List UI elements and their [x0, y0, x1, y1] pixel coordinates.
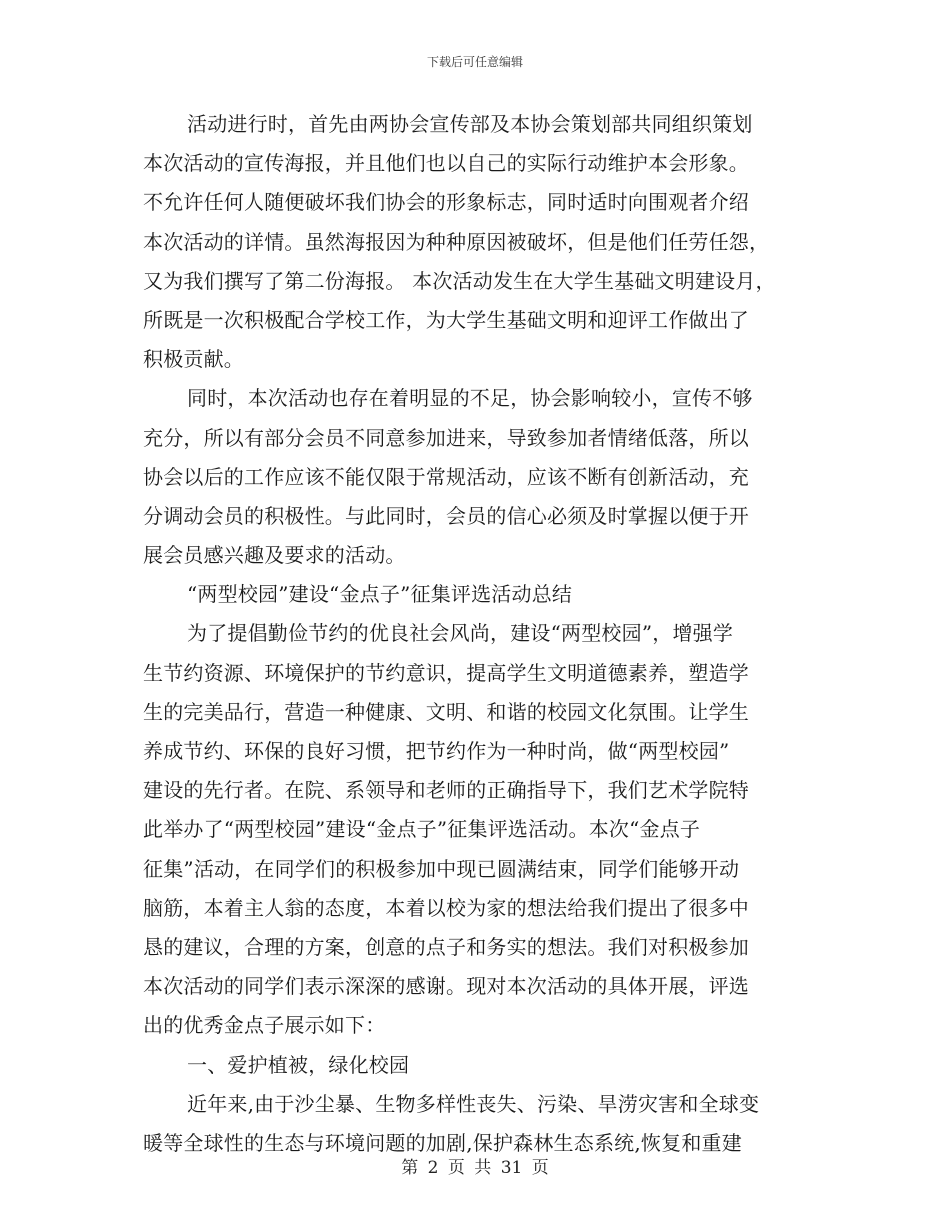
text-line: 为了提倡勤俭节约的优良社会风尚，建设“两型校园”，增强学 — [187, 621, 734, 646]
text-line: 脑筋，本着主人翁的态度，本着以校为家的想法给我们提出了很多中 — [143, 895, 749, 920]
text-line: 协会以后的工作应该不能仅限于常规活动，应该不断有创新活动，充 — [143, 464, 749, 489]
text-line: 分调动会员的积极性。与此同时，会员的信心必须及时掌握以便于开 — [143, 503, 749, 528]
text-line: 本次活动的详情。虽然海报因为种种原因被破坏，但是他们任劳任怨， — [143, 229, 770, 254]
text-line: 积极贡献。 — [143, 347, 244, 372]
text-line: 生节约资源、环境保护的节约意识，提高学生文明道德素养，塑造学 — [143, 660, 749, 685]
text-line: 所既是一次积极配合学校工作，为大学生基础文明和迎评工作做出了 — [143, 307, 749, 332]
text-line: 充分，所以有部分会员不同意参加进来，导致参加者情绪低落，所以 — [143, 425, 749, 450]
text-line: “两型校园”建设“金点子”征集评选活动总结 — [187, 582, 573, 607]
page-header: 下载后可任意编辑 — [426, 55, 523, 69]
text-line: 不允许任何人随便破坏我们协会的形象标志，同时适时向围观者介绍 — [143, 190, 749, 215]
text-line: 近年来,由于沙尘暴、生物多样性丧失、污染、旱涝灾害和全球变 — [187, 1091, 760, 1116]
text-line: 暖等全球性的生态与环境问题的加剧,保护森林生态系统,恢复和重建 — [143, 1130, 742, 1155]
text-line: 本次活动的同学们表示深深的感谢。现对本次活动的具体开展，评选 — [143, 974, 749, 999]
document-body — [143, 105, 815, 1163]
text-line: 又为我们撰写了第二份海报。 本次活动发生在大学生基础文明建设月， — [143, 268, 776, 293]
text-line: 此举办了“两型校园”建设“金点子”征集评选活动。本次“金点子 — [143, 817, 701, 842]
text-line: 出的优秀金点子展示如下： — [143, 1013, 386, 1038]
text-line: 生的完美品行，营造一种健康、文明、和谐的校园文化氛围。让学生 — [143, 699, 749, 724]
text-line: 同时，本次活动也存在着明显的不足，协会影响较小，宣传不够 — [187, 386, 753, 411]
text-line: 活动进行时，首先由两协会宣传部及本协会策划部共同组织策划 — [187, 112, 753, 136]
text-line: 一、爱护植被，绿化校园 — [187, 1052, 410, 1077]
text-line: 建设的先行者。在院、系领导和老师的正确指导下，我们艺术学院特 — [143, 778, 749, 803]
page-footer: 第 2 页 共 31 页 — [401, 1158, 549, 1178]
text-line: 恳的建议，合理的方案，创意的点子和务实的想法。我们对积极参加 — [143, 934, 749, 959]
text-line: 征集”活动，在同学们的积极参加中现已圆满结束，同学们能够开动 — [143, 856, 740, 881]
text-line: 养成节约、环保的良好习惯，把节约作为一种时尚，做“两型校园” — [143, 739, 730, 763]
text-line: 本次活动的宣传海报，并且他们也以自己的实际行动维护本会形象。 — [143, 151, 749, 176]
text-line: 展会员感兴趣及要求的活动。 — [143, 543, 406, 568]
